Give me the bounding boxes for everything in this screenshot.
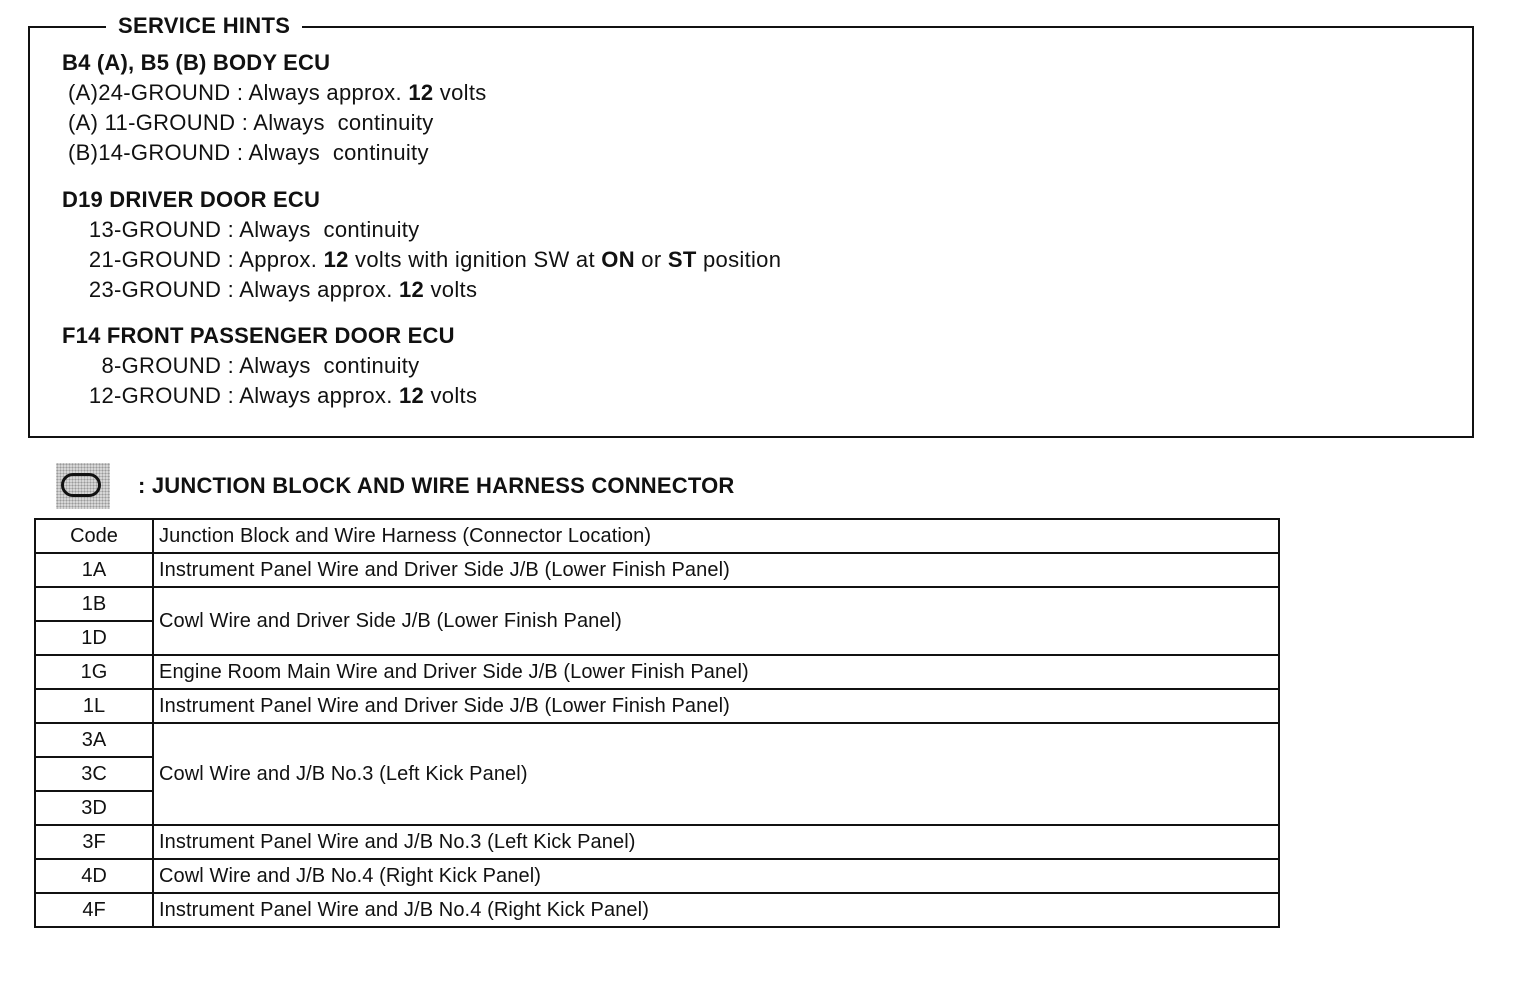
hint-row: (A)24-GROUND : Always approx. 12 volts xyxy=(68,80,487,105)
section-title-body-ecu: B4 (A), B5 (B) BODY ECU xyxy=(62,50,331,75)
location-cell: Instrument Panel Wire and Driver Side J/B (Lower Finish Panel) xyxy=(153,689,1279,723)
table-row xyxy=(35,825,1279,859)
code-cell: 1G xyxy=(35,655,153,689)
location-cell: Instrument Panel Wire and J/B No.3 (Left Kick Panel) xyxy=(153,825,1279,859)
location-cell: Cowl Wire and J/B No.3 (Left Kick Panel) xyxy=(153,723,1279,825)
junction-connector-oval-icon xyxy=(56,463,110,509)
legend-text: : JUNCTION BLOCK AND WIRE HARNESS CONNECTOR xyxy=(138,473,735,498)
passenger-door-ecu-section xyxy=(62,321,477,411)
hint-row: 12-GROUND : Always approx. 12 volts xyxy=(88,383,478,408)
location-cell: Cowl Wire and J/B No.4 (Right Kick Panel) xyxy=(153,859,1279,893)
hint-row: 23-GROUND : Always approx. 12 volts xyxy=(88,277,478,302)
table-row xyxy=(35,553,1279,587)
table-row xyxy=(35,723,1279,757)
hint-row: 8-GROUND : Always continuity xyxy=(101,353,420,378)
table-row xyxy=(35,587,1279,621)
code-cell: 1B xyxy=(35,587,153,621)
code-cell: 3F xyxy=(35,825,153,859)
code-cell: 1A xyxy=(35,553,153,587)
table-row xyxy=(35,655,1279,689)
service-hints-title: SERVICE HINTS xyxy=(106,12,302,40)
code-cell: 1D xyxy=(35,621,153,655)
table-header-row xyxy=(35,519,1279,553)
code-cell: 3C xyxy=(35,757,153,791)
table-row xyxy=(35,689,1279,723)
code-cell: 3A xyxy=(35,723,153,757)
hint-row: (A) 11-GROUND : Always continuity xyxy=(68,110,434,135)
code-cell: 4F xyxy=(35,893,153,927)
location-cell: Engine Room Main Wire and Driver Side J/B (Lower Finish Panel) xyxy=(153,655,1279,689)
code-cell: 1L xyxy=(35,689,153,723)
table-row xyxy=(35,893,1279,927)
hint-row: 21-GROUND : Approx. 12 volts with ignition SW at ON or ST position xyxy=(88,247,782,272)
junction-block-table xyxy=(34,518,1280,928)
location-cell: Cowl Wire and Driver Side J/B (Lower Finish Panel) xyxy=(153,587,1279,655)
header-location: Junction Block and Wire Harness (Connector Location) xyxy=(153,519,1279,553)
code-cell: 4D xyxy=(35,859,153,893)
driver-door-ecu-section xyxy=(62,185,781,305)
table-row xyxy=(35,859,1279,893)
header-code: Code xyxy=(35,519,153,553)
section-title-driver-door-ecu: D19 DRIVER DOOR ECU xyxy=(62,187,321,212)
code-cell: 3D xyxy=(35,791,153,825)
location-cell: Instrument Panel Wire and J/B No.4 (Right Kick Panel) xyxy=(153,893,1279,927)
location-cell: Instrument Panel Wire and Driver Side J/B (Lower Finish Panel) xyxy=(153,553,1279,587)
legend xyxy=(56,462,735,510)
section-title-passenger-door-ecu: F14 FRONT PASSENGER DOOR ECU xyxy=(62,323,455,348)
hint-row: 13-GROUND : Always continuity xyxy=(88,217,420,242)
hint-row: (B)14-GROUND : Always continuity xyxy=(68,140,429,165)
body-ecu-section xyxy=(62,48,487,168)
